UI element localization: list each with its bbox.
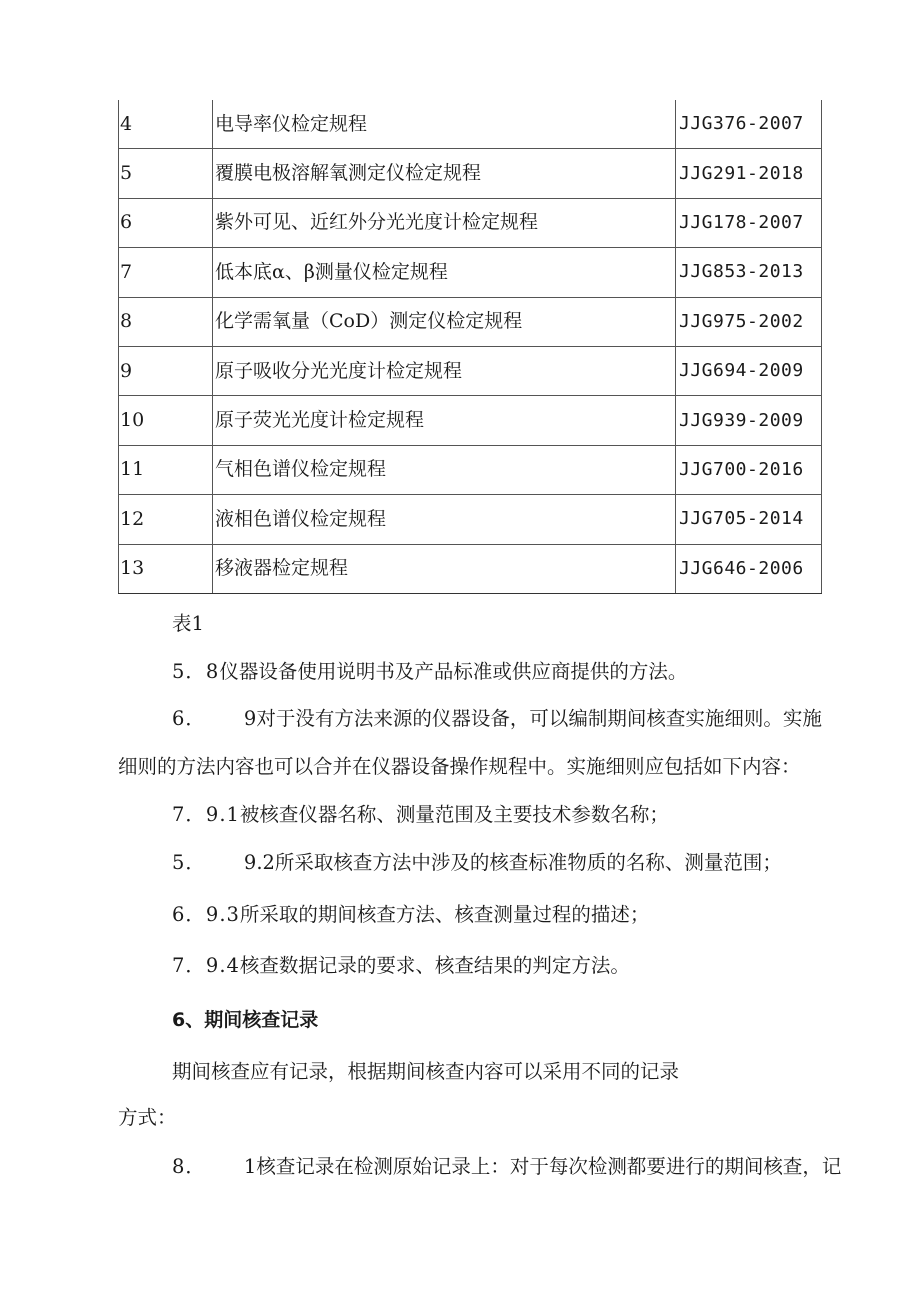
standard-name: 化学需氧量（CoD）测定仪检定规程 — [213, 297, 676, 346]
row-number: 13 — [119, 544, 213, 593]
table-row — [119, 495, 822, 544]
row-number: 5 — [119, 149, 213, 198]
row-number: 9 — [119, 346, 213, 395]
standard-name: 气相色谱仪检定规程 — [213, 445, 676, 494]
table-row — [119, 445, 822, 494]
paragraph-5-9-2 — [172, 853, 782, 873]
paragraph-6-9-3 — [172, 905, 649, 925]
standard-name: 移液器检定规程 — [213, 544, 676, 593]
standard-name: 电导率仪检定规程 — [213, 100, 676, 149]
standard-code: JJG705-2014 — [676, 495, 822, 544]
row-number: 12 — [119, 495, 213, 544]
table-caption: 表1 — [172, 612, 204, 635]
table-row — [119, 297, 822, 346]
row-number: 6 — [119, 198, 213, 247]
paragraph-5-8 — [172, 662, 687, 682]
paragraph-text: 9对于没有方法来源的仪器设备，可以编制期间核查实施细则。实施 — [243, 707, 822, 730]
standards-table-body — [119, 100, 822, 593]
paragraph-text: 仪器设备使用说明书及产品标准或供应商提供的方法。 — [219, 660, 688, 683]
paragraph-continuation: 方式： — [118, 1106, 177, 1129]
table-row — [119, 346, 822, 395]
standard-code: JJG700-2016 — [676, 445, 822, 494]
paragraph-number: 7．9.1 — [172, 803, 240, 826]
paragraph-number: 7．9.4 — [172, 954, 240, 977]
standard-code: JJG178-2007 — [676, 198, 822, 247]
standard-code: JJG975-2002 — [676, 297, 822, 346]
paragraph-number: 5． — [172, 851, 206, 874]
table-row — [119, 248, 822, 297]
paragraph-text: 9.2所采取核查方法中涉及的核查标准物质的名称、测量范围； — [243, 851, 782, 874]
paragraph-intro: 期间核查应有记录，根据期间核查内容可以采用不同的记录 — [172, 1060, 680, 1083]
standard-code: JJG376-2007 — [676, 100, 822, 149]
standard-name: 原子荧光光度计检定规程 — [213, 396, 676, 445]
paragraph-number: 6．9.3 — [172, 903, 240, 926]
table-row — [119, 396, 822, 445]
section-heading: 6、期间核查记录 — [172, 1009, 319, 1031]
paragraph-number: 5．8 — [172, 660, 220, 683]
paragraph-text: 核查数据记录的要求、核查结果的判定方法。 — [239, 954, 630, 977]
paragraph-text: 1核查记录在检测原始记录上：对于每次检测都要进行的期间核查，记 — [243, 1155, 842, 1178]
standard-code: JJG939-2009 — [676, 396, 822, 445]
row-number: 7 — [119, 248, 213, 297]
paragraph-continuation: 细则的方法内容也可以合并在仪器设备操作规程中。实施细则应包括如下内容： — [118, 755, 801, 778]
standard-name: 液相色谱仪检定规程 — [213, 495, 676, 544]
row-number: 11 — [119, 445, 213, 494]
paragraph-text: 被核查仪器名称、测量范围及主要技术参数名称； — [239, 803, 669, 826]
paragraph-7-9-1 — [172, 805, 669, 825]
table-row — [119, 149, 822, 198]
paragraph-7-9-4 — [172, 956, 630, 976]
standard-name: 原子吸收分光光度计检定规程 — [213, 346, 676, 395]
paragraph-number: 8． — [172, 1155, 206, 1178]
table-row — [119, 544, 822, 593]
paragraph-8-1 — [172, 1157, 841, 1177]
standard-name: 低本底α、β测量仪检定规程 — [213, 248, 676, 297]
paragraph-text: 所采取的期间核查方法、核查测量过程的描述； — [239, 903, 650, 926]
standard-code: JJG291-2018 — [676, 149, 822, 198]
standard-code: JJG853-2013 — [676, 248, 822, 297]
row-number: 8 — [119, 297, 213, 346]
standard-code: JJG694-2009 — [676, 346, 822, 395]
paragraph-6-9 — [172, 709, 822, 729]
standards-table — [118, 100, 822, 594]
row-number: 4 — [119, 100, 213, 149]
standard-code: JJG646-2006 — [676, 544, 822, 593]
row-number: 10 — [119, 396, 213, 445]
table-row — [119, 198, 822, 247]
standard-name: 覆膜电极溶解氧测定仪检定规程 — [213, 149, 676, 198]
table-row — [119, 100, 822, 149]
paragraph-number: 6． — [172, 707, 206, 730]
standard-name: 紫外可见、近红外分光光度计检定规程 — [213, 198, 676, 247]
